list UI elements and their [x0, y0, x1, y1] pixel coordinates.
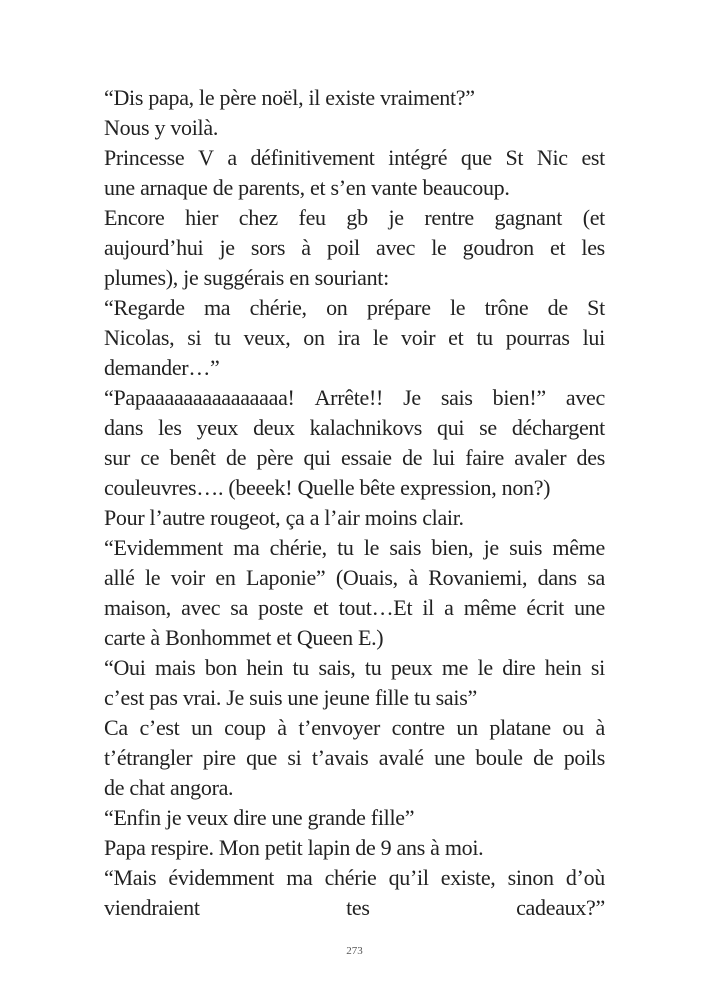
paragraph — [104, 203, 605, 293]
text-line — [104, 743, 605, 773]
word: bien!” — [492, 385, 546, 410]
word: un — [456, 715, 478, 740]
text-line — [104, 653, 605, 683]
word: même — [552, 535, 605, 560]
word: si — [590, 655, 605, 680]
word: a — [227, 145, 237, 170]
word: Nic — [536, 145, 568, 170]
text-line: c’est pas vrai. Je suis une jeune fille tu sais” — [104, 685, 477, 710]
word: chez — [238, 205, 278, 230]
word: existe, — [440, 865, 496, 890]
word: suis — [509, 535, 543, 560]
text-line — [104, 713, 605, 743]
body-text — [104, 83, 605, 923]
text-line — [104, 383, 605, 413]
word: contre — [391, 715, 445, 740]
word: “Mais — [104, 865, 157, 890]
paragraph — [104, 83, 605, 113]
word: avec — [181, 595, 221, 620]
word: feu — [298, 205, 326, 230]
word: ma — [204, 295, 231, 320]
word: intégré — [388, 145, 448, 170]
word: sinon — [507, 865, 554, 890]
word: qui — [437, 415, 465, 440]
word: sais — [440, 385, 473, 410]
word: les — [158, 415, 182, 440]
word: coup — [224, 715, 266, 740]
text-line: Pour l’autre rougeot, ça a l’air moins clair. — [104, 505, 464, 530]
word: de — [226, 445, 247, 470]
text-line: Papa respire. Mon petit lapin de 9 ans à moi. — [104, 835, 484, 860]
text-line — [104, 563, 605, 593]
word: St — [505, 145, 524, 170]
word: prépare — [366, 295, 431, 320]
word: un — [191, 715, 213, 740]
word: le — [144, 565, 161, 590]
text-line — [104, 533, 605, 563]
page-number: 273 — [346, 945, 363, 957]
word: chérie, — [269, 535, 327, 560]
word: père — [256, 445, 294, 470]
word: tu — [292, 655, 309, 680]
text-line — [104, 293, 605, 323]
paragraph — [104, 803, 605, 833]
word: c’est — [139, 715, 180, 740]
word: mais — [155, 655, 196, 680]
word: Encore — [104, 205, 165, 230]
word: (et — [582, 205, 605, 230]
word: sa — [587, 565, 605, 590]
word: des — [576, 445, 605, 470]
text-line-justified — [104, 893, 605, 923]
word: ce — [140, 445, 160, 470]
word: sors — [250, 235, 286, 260]
word: chérie — [324, 865, 377, 890]
word: si — [287, 745, 302, 770]
text-line: de chat angora. — [104, 775, 234, 800]
word: déchargent — [511, 415, 605, 440]
word: V — [198, 145, 214, 170]
word: “Oui — [104, 655, 146, 680]
word: il — [422, 595, 434, 620]
word: Ca — [104, 715, 128, 740]
word: rentre — [424, 205, 474, 230]
word: chérie, — [249, 295, 307, 320]
word: à — [408, 565, 418, 590]
word: définitivement — [250, 145, 375, 170]
word: trône — [484, 295, 529, 320]
word: avaler — [514, 445, 567, 470]
word: qu’il — [388, 865, 429, 890]
word: sais, — [318, 655, 356, 680]
paragraph — [104, 293, 605, 383]
word: est — [581, 145, 605, 170]
text-line: Nous y voilà. — [104, 115, 219, 140]
paragraph — [104, 503, 605, 533]
word: le — [372, 325, 389, 350]
word: viendraient — [104, 895, 200, 920]
word: Je — [403, 385, 421, 410]
word: poste — [258, 595, 304, 620]
word: bien, — [431, 535, 474, 560]
word: tout…Et — [338, 595, 413, 620]
word: et — [550, 235, 566, 260]
text-line: une arnaque de parents, et s’en vante beaucoup. — [104, 175, 510, 200]
text-line — [104, 203, 605, 233]
paragraph — [104, 533, 605, 653]
word: d’où — [565, 865, 605, 890]
word: ma — [233, 535, 260, 560]
word: “Papaaaaaaaaaaaaaaa! — [104, 385, 295, 410]
word: le — [450, 295, 466, 320]
paragraph — [104, 113, 605, 143]
word: Nicolas, — [104, 325, 175, 350]
word: gagnant — [494, 205, 563, 230]
word: maison, — [104, 595, 171, 620]
word: St — [587, 295, 605, 320]
text-line — [104, 143, 605, 173]
word: goudron — [462, 235, 534, 260]
text-line — [104, 323, 605, 353]
word: le — [363, 535, 380, 560]
word: poils — [563, 745, 605, 770]
word: dire — [502, 655, 536, 680]
word: bon — [204, 655, 237, 680]
word: benêt — [169, 445, 216, 470]
word: “Evidemment — [104, 535, 223, 560]
word: lui — [582, 325, 605, 350]
word: allé — [104, 565, 135, 590]
word: veux, — [243, 325, 291, 350]
word: évidemment — [168, 865, 275, 890]
paragraph — [104, 383, 605, 503]
word: lui — [432, 445, 455, 470]
word: je — [483, 535, 499, 560]
word: si — [187, 325, 202, 350]
word: pourras — [505, 325, 570, 350]
word: faire — [465, 445, 504, 470]
word: aujourd’hui — [104, 235, 204, 260]
word: sais — [389, 535, 422, 560]
word: de — [402, 445, 423, 470]
word: platane — [489, 715, 551, 740]
word: pire — [202, 745, 236, 770]
word: kalachnikovs — [309, 415, 423, 440]
word: à — [277, 715, 287, 740]
word: (Ouais, — [335, 565, 398, 590]
word: même — [463, 595, 517, 620]
word: que — [460, 145, 492, 170]
word: t’étrangler — [104, 745, 193, 770]
word: voir — [170, 565, 205, 590]
text-line — [104, 443, 605, 473]
word: et — [313, 595, 329, 620]
text-line: “Enfin je veux dire une grande fille” — [104, 805, 415, 830]
word: yeux — [196, 415, 239, 440]
word: ma — [286, 865, 313, 890]
paragraph — [104, 713, 605, 803]
word: écrit — [526, 595, 564, 620]
word: sa — [230, 595, 249, 620]
word: sur — [104, 445, 130, 470]
word: les — [581, 235, 605, 260]
word: hier — [185, 205, 219, 230]
word: que — [246, 745, 277, 770]
word: je — [388, 205, 404, 230]
word: le — [477, 655, 493, 680]
word: Princesse — [104, 145, 185, 170]
word: de — [547, 295, 568, 320]
word: ira — [337, 325, 360, 350]
word: avalé — [378, 745, 424, 770]
text-line: demander…” — [104, 355, 220, 380]
word: me — [441, 655, 469, 680]
word: à — [595, 715, 605, 740]
paragraph — [104, 143, 605, 203]
word: Arrête!! — [314, 385, 384, 410]
word: Laponie” — [245, 565, 326, 590]
word: et — [448, 325, 464, 350]
word: tu — [337, 535, 354, 560]
word: avec — [376, 235, 416, 260]
word: voir — [401, 325, 436, 350]
word: je — [219, 235, 235, 260]
word: tu — [214, 325, 231, 350]
word: dans — [104, 415, 144, 440]
word: à — [301, 235, 311, 260]
text-line: plumes), je suggérais en souriant: — [104, 265, 389, 290]
word: t’avais — [311, 745, 369, 770]
word: poil — [326, 235, 360, 260]
word: de — [533, 745, 554, 770]
word: hein — [544, 655, 582, 680]
text-line — [104, 593, 605, 623]
paragraph — [104, 833, 605, 863]
word: ou — [562, 715, 584, 740]
word: t’envoyer — [298, 715, 380, 740]
word: a — [444, 595, 454, 620]
word: dans — [537, 565, 577, 590]
word: Rovaniemi, — [428, 565, 528, 590]
word: une — [434, 745, 465, 770]
word: le — [431, 235, 447, 260]
word: essaie — [341, 445, 392, 470]
word: boule — [475, 745, 523, 770]
word: peux — [390, 655, 433, 680]
text-line — [104, 233, 605, 263]
text-line: “Dis papa, le père noël, il existe vraiment?” — [104, 85, 475, 110]
word: deux — [253, 415, 295, 440]
word: tu — [364, 655, 382, 680]
text-line: carte à Bonhommet et Queen E.) — [104, 625, 384, 650]
word: une — [574, 595, 605, 620]
word: tu — [476, 325, 493, 350]
word: qui — [303, 445, 331, 470]
paragraph — [104, 863, 605, 923]
text-line — [104, 413, 605, 443]
text-line — [104, 863, 605, 893]
text-line: couleuvres…. (beeek! Quelle bête expression, non?) — [104, 475, 551, 500]
word: cadeaux?” — [516, 895, 605, 920]
word: hein — [246, 655, 284, 680]
paragraph — [104, 653, 605, 713]
word: tes — [346, 895, 370, 920]
word: “Regarde — [104, 295, 185, 320]
word: on — [326, 295, 348, 320]
word: on — [303, 325, 325, 350]
word: gb — [346, 205, 368, 230]
word: avec — [565, 385, 605, 410]
word: se — [479, 415, 497, 440]
word: en — [215, 565, 236, 590]
